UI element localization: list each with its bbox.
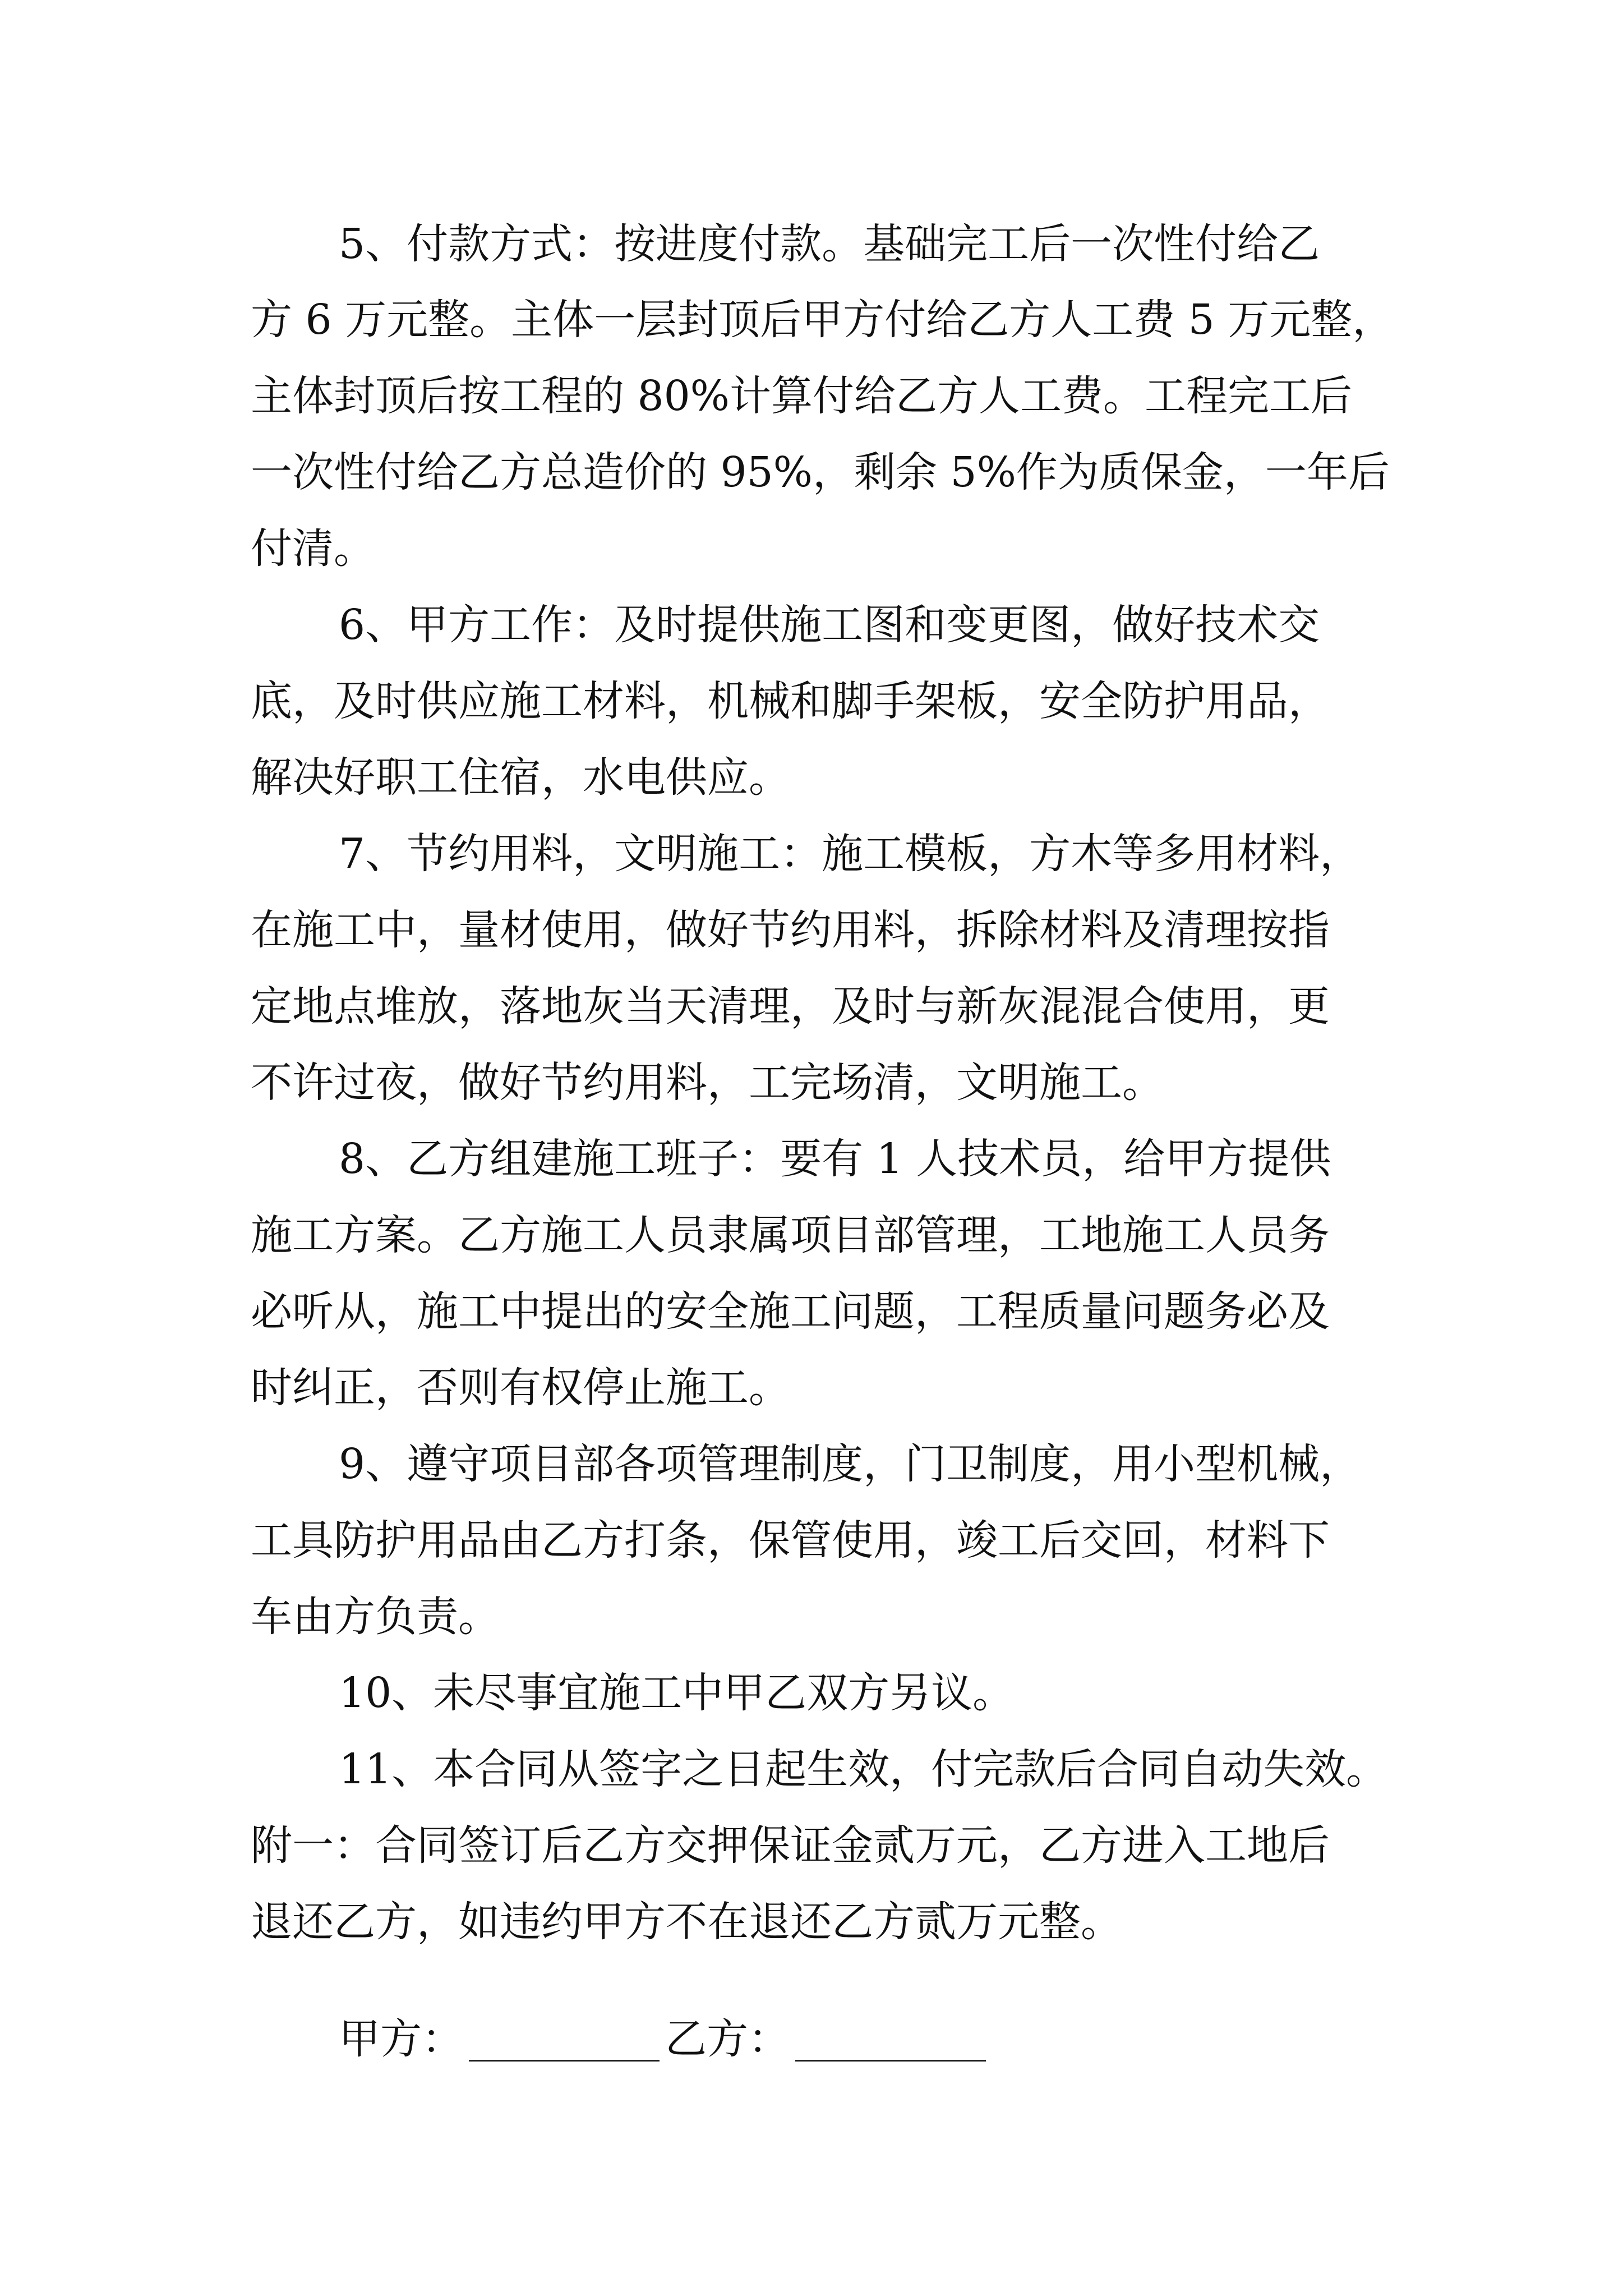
signature-row bbox=[339, 2017, 992, 2062]
paragraph-11-line-1: 11、本合同从签字之日起生效，付完款后合同自动失效。 bbox=[339, 1745, 1388, 1793]
party-a-label: 甲方： bbox=[339, 2015, 463, 2063]
paragraph-8-line-4: 时纠正，否则有权停止施工。 bbox=[251, 1364, 790, 1412]
paragraph-7-line-1: 7、节约用料，文明施工：施工模板，方木等多用材料， bbox=[339, 830, 1362, 878]
paragraph-8-line-3: 必听从，施工中提出的安全施工问题，工程质量问题务必及 bbox=[251, 1287, 1330, 1336]
paragraph-5-line-3: 主体封顶后按工程的 80%计算付给乙方人工费。工程完工后 bbox=[251, 372, 1352, 420]
paragraph-7-line-2: 在施工中，量材使用，做好节约用料，拆除材料及清理按指 bbox=[251, 906, 1330, 954]
paragraph-6-line-1: 6、甲方工作：及时提供施工图和变更图，做好技术交 bbox=[339, 601, 1320, 649]
paragraph-7-line-3: 定地点堆放，落地灰当天清理，及时与新灰混混合使用，更 bbox=[251, 982, 1330, 1030]
paragraph-10-line-1: 10、未尽事宜施工中甲乙双方另议。 bbox=[339, 1669, 1015, 1717]
party-b-signature-line[interactable] bbox=[795, 2026, 986, 2062]
paragraph-9-line-3: 车由方负责。 bbox=[251, 1593, 500, 1641]
paragraph-8-line-1: 8、乙方组建施工班子：要有 1 人技术员，给甲方提供 bbox=[339, 1135, 1331, 1183]
appendix-line-1: 附一：合同签订后乙方交押保证金贰万元，乙方进入工地后 bbox=[251, 1821, 1330, 1870]
party-b-label: 乙方： bbox=[665, 2015, 790, 2063]
paragraph-7-line-4: 不许过夜，做好节约用料，工完场清，文明施工。 bbox=[251, 1059, 1164, 1107]
paragraph-5-line-5: 付清。 bbox=[251, 524, 375, 573]
paragraph-6-line-2: 底，及时供应施工材料，机械和脚手架板，安全防护用品， bbox=[251, 677, 1330, 725]
party-a-signature-line[interactable] bbox=[469, 2026, 660, 2062]
paragraph-8-line-2: 施工方案。乙方施工人员隶属项目部管理，工地施工人员务 bbox=[251, 1211, 1330, 1259]
paragraph-5-line-2: 方 6 万元整。主体一层封顶后甲方付给乙方人工费 5 万元整， bbox=[251, 296, 1394, 344]
appendix-line-2: 退还乙方，如违约甲方不在退还乙方贰万元整。 bbox=[251, 1898, 1122, 1946]
paragraph-5-line-4: 一次性付给乙方总造价的 95%，剩余 5%作为质保金，一年后 bbox=[251, 448, 1390, 496]
paragraph-6-line-3: 解决好职工住宿，水电供应。 bbox=[251, 753, 790, 802]
paragraph-9-line-2: 工具防护用品由乙方打条，保管使用，竣工后交回，材料下 bbox=[251, 1516, 1330, 1565]
paragraph-9-line-1: 9、遵守项目部各项管理制度，门卫制度，用小型机械， bbox=[339, 1440, 1362, 1488]
paragraph-5-line-1: 5、付款方式：按进度付款。基础完工后一次性付给乙 bbox=[339, 220, 1320, 268]
